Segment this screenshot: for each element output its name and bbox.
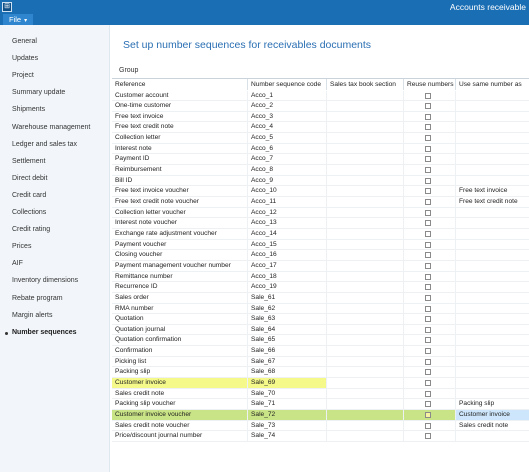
reuse-numbers-cell	[404, 133, 456, 143]
use-same-number-as-cell[interactable]	[456, 304, 529, 314]
sales-tax-book-section-cell[interactable]	[327, 335, 404, 345]
number-sequence-code-cell[interactable]: Acco_16	[248, 250, 327, 260]
sidebar-item[interactable]: Credit rating	[12, 226, 51, 234]
reuse-numbers-cell	[404, 122, 456, 132]
menu-bar	[0, 14, 529, 25]
sales-tax-book-section-cell[interactable]	[327, 346, 404, 356]
sidebar-item[interactable]: Settlement	[12, 157, 46, 165]
sidebar-item[interactable]: Ledger and sales tax	[12, 140, 77, 148]
reference-cell[interactable]: Free text invoice	[112, 112, 248, 122]
number-sequence-code-cell[interactable]: Sale_64	[248, 325, 327, 335]
table-row[interactable]	[112, 410, 529, 421]
number-sequence-code-cell[interactable]: Acco_5	[248, 133, 327, 143]
number-sequence-code-cell[interactable]: Acco_12	[248, 208, 327, 218]
table-row[interactable]	[112, 186, 529, 197]
reference-cell[interactable]: Customer invoice voucher	[112, 410, 248, 420]
use-same-number-as-cell[interactable]	[456, 367, 529, 377]
reuse-numbers-cell	[404, 272, 456, 282]
number-sequence-code-cell[interactable]: Acco_18	[248, 272, 327, 282]
number-sequence-code-cell[interactable]: Sale_65	[248, 335, 327, 345]
table-row[interactable]	[112, 282, 529, 293]
sales-tax-book-section-cell[interactable]	[327, 304, 404, 314]
reuse-numbers-checkbox[interactable]	[425, 284, 431, 290]
number-sequence-code-cell[interactable]: Acco_15	[248, 240, 327, 250]
reuse-numbers-checkbox[interactable]	[425, 156, 431, 162]
sales-tax-book-section-cell[interactable]	[327, 431, 404, 441]
use-same-number-as-cell[interactable]	[456, 218, 529, 228]
reuse-numbers-cell	[404, 325, 456, 335]
number-sequence-code-cell[interactable]: Acco_19	[248, 282, 327, 292]
table-row[interactable]	[112, 346, 529, 357]
sales-tax-book-section-cell[interactable]	[327, 421, 404, 431]
chevron-down-icon: ▾	[24, 18, 28, 24]
reuse-numbers-checkbox[interactable]	[425, 359, 431, 365]
reference-cell[interactable]: RMA number	[112, 304, 248, 314]
reference-cell[interactable]: Sales credit note voucher	[112, 421, 248, 431]
sidebar-item[interactable]: Shipments	[12, 106, 46, 114]
table-row[interactable]	[112, 335, 529, 346]
reuse-numbers-checkbox[interactable]	[425, 93, 431, 99]
page-title: Set up number sequences for receivables documents	[123, 39, 372, 51]
number-sequence-code-cell[interactable]: Sale_73	[248, 421, 327, 431]
reference-cell[interactable]: One-time customer	[112, 101, 248, 111]
reuse-numbers-cell	[404, 165, 456, 175]
use-same-number-as-cell[interactable]	[456, 357, 529, 367]
table-row[interactable]	[112, 122, 529, 133]
reuse-numbers-checkbox[interactable]	[425, 337, 431, 343]
number-sequence-code-cell[interactable]: Sale_69	[248, 378, 327, 388]
reuse-numbers-cell	[404, 144, 456, 154]
reuse-numbers-cell	[404, 101, 456, 111]
sales-tax-book-section-cell[interactable]	[327, 410, 404, 420]
reference-cell[interactable]: Confirmation	[112, 346, 248, 356]
number-sequence-code-cell[interactable]: Acco_1	[248, 91, 327, 101]
use-same-number-as-cell[interactable]	[456, 250, 529, 260]
number-sequence-code-cell[interactable]: Sale_63	[248, 314, 327, 324]
reuse-numbers-checkbox[interactable]	[425, 252, 431, 258]
reuse-numbers-checkbox[interactable]	[425, 423, 431, 429]
reference-cell[interactable]: Free text credit note voucher	[112, 197, 248, 207]
reference-cell[interactable]: Interest note	[112, 144, 248, 154]
use-same-number-as-cell[interactable]	[456, 101, 529, 111]
table-row[interactable]	[112, 431, 529, 442]
use-same-number-as-cell[interactable]	[456, 122, 529, 132]
reuse-numbers-cell	[404, 357, 456, 367]
use-same-number-as-cell[interactable]	[456, 154, 529, 164]
use-same-number-as-cell[interactable]	[456, 240, 529, 250]
number-sequence-code-cell[interactable]: Acco_11	[248, 197, 327, 207]
table-row[interactable]	[112, 218, 529, 229]
reuse-numbers-checkbox[interactable]	[425, 178, 431, 184]
sales-tax-book-section-cell[interactable]	[327, 325, 404, 335]
table-row[interactable]	[112, 176, 529, 187]
sales-tax-book-section-cell[interactable]	[327, 240, 404, 250]
sidebar-item[interactable]: Rebate program	[12, 294, 63, 302]
reference-cell[interactable]: Picking list	[112, 357, 248, 367]
reuse-numbers-cell	[404, 282, 456, 292]
reuse-numbers-checkbox[interactable]	[425, 242, 431, 248]
reuse-numbers-cell	[404, 218, 456, 228]
reference-cell[interactable]: Free text credit note	[112, 122, 248, 132]
reference-cell[interactable]: Quotation	[112, 314, 248, 324]
table-row[interactable]	[112, 304, 529, 315]
table-row[interactable]	[112, 272, 529, 283]
table-row[interactable]	[112, 197, 529, 208]
sales-tax-book-section-cell[interactable]	[327, 176, 404, 186]
number-sequence-code-cell[interactable]: Acco_3	[248, 112, 327, 122]
reuse-numbers-cell	[404, 208, 456, 218]
sales-tax-book-section-cell[interactable]	[327, 133, 404, 143]
table-row[interactable]	[112, 314, 529, 325]
number-sequence-code-cell[interactable]: Acco_8	[248, 165, 327, 175]
reuse-numbers-checkbox[interactable]	[425, 369, 431, 375]
number-sequence-code-cell[interactable]: Sale_71	[248, 399, 327, 409]
reference-cell[interactable]: Customer account	[112, 91, 248, 101]
table-row[interactable]	[112, 154, 529, 165]
reuse-numbers-cell	[404, 229, 456, 239]
table-row[interactable]	[112, 112, 529, 123]
reuse-numbers-checkbox[interactable]	[425, 412, 431, 418]
sidebar-item[interactable]: Margin alerts	[12, 311, 53, 319]
table-row[interactable]	[112, 325, 529, 336]
table-row[interactable]	[112, 133, 529, 144]
reuse-numbers-cell	[404, 112, 456, 122]
reuse-numbers-checkbox[interactable]	[425, 348, 431, 354]
use-same-number-as-cell[interactable]	[456, 431, 529, 441]
table-row[interactable]	[112, 240, 529, 251]
reference-cell[interactable]: Bill ID	[112, 176, 248, 186]
reference-cell[interactable]: Packing slip voucher	[112, 399, 248, 409]
number-sequence-code-cell[interactable]: Acco_14	[248, 229, 327, 239]
use-same-number-as-cell[interactable]	[456, 272, 529, 282]
column-header-use-same-number-as[interactable]: Use same number as	[459, 81, 522, 88]
sidebar-item[interactable]: Credit card	[12, 191, 47, 199]
use-same-number-as-cell[interactable]	[456, 208, 529, 218]
reuse-numbers-cell	[404, 186, 456, 196]
reference-cell[interactable]: Collection letter voucher	[112, 208, 248, 218]
table-row[interactable]	[112, 250, 529, 261]
table-row[interactable]	[112, 378, 529, 389]
reuse-numbers-cell	[404, 240, 456, 250]
use-same-number-as-cell[interactable]	[456, 335, 529, 345]
sidebar-item[interactable]: Prices	[12, 243, 32, 251]
sidebar-item[interactable]: Inventory dimensions	[12, 277, 79, 285]
number-sequence-code-cell[interactable]: Sale_74	[248, 431, 327, 441]
sales-tax-book-section-cell[interactable]	[327, 378, 404, 388]
reference-cell[interactable]: Interest note voucher	[112, 218, 248, 228]
reuse-numbers-cell	[404, 176, 456, 186]
use-same-number-as-cell[interactable]	[456, 389, 529, 399]
reference-cell[interactable]: Closing voucher	[112, 250, 248, 260]
table-row[interactable]	[112, 367, 529, 378]
sidebar-item[interactable]: Collections	[12, 209, 47, 216]
reuse-numbers-checkbox[interactable]	[425, 263, 431, 269]
reuse-numbers-checkbox[interactable]	[425, 433, 431, 439]
number-sequence-code-cell[interactable]: Acco_13	[248, 218, 327, 228]
reuse-numbers-cell	[404, 421, 456, 431]
reference-cell[interactable]: Packing slip	[112, 367, 248, 377]
table-row[interactable]	[112, 91, 529, 102]
table-row[interactable]	[112, 357, 529, 368]
use-same-number-as-cell[interactable]	[456, 229, 529, 239]
reuse-numbers-checkbox[interactable]	[425, 295, 431, 301]
reuse-numbers-cell	[404, 378, 456, 388]
table-row[interactable]	[112, 389, 529, 400]
column-header-reuse-numbers[interactable]: Reuse numbers	[404, 79, 456, 90]
reference-cell[interactable]: Payment voucher	[112, 240, 248, 250]
sales-tax-book-section-cell[interactable]	[327, 293, 404, 303]
column-header-sales-tax-book-section[interactable]: Sales tax book section	[327, 79, 404, 90]
number-sequence-code-cell[interactable]: Acco_9	[248, 176, 327, 186]
sidebar-item[interactable]: Direct debit	[12, 174, 48, 182]
sales-tax-book-section-cell[interactable]	[327, 367, 404, 377]
number-sequence-code-cell[interactable]: Sale_66	[248, 346, 327, 356]
number-sequence-code-cell[interactable]: Sale_62	[248, 304, 327, 314]
use-same-number-as-cell[interactable]	[456, 176, 529, 186]
number-sequence-grid	[112, 78, 529, 440]
file-menu-button[interactable]	[3, 14, 33, 25]
sales-tax-book-section-cell[interactable]	[327, 91, 404, 101]
sales-tax-book-section-cell[interactable]	[327, 389, 404, 399]
reuse-numbers-checkbox[interactable]	[425, 210, 431, 216]
reuse-numbers-checkbox[interactable]	[425, 306, 431, 312]
number-sequence-code-cell[interactable]: Acco_10	[248, 186, 327, 196]
sales-tax-book-section-cell[interactable]	[327, 218, 404, 228]
number-sequence-code-cell[interactable]: Sale_61	[248, 293, 327, 303]
use-same-number-as-cell[interactable]: Packing slip	[456, 399, 529, 409]
sidebar-item[interactable]: General	[12, 38, 37, 45]
reuse-numbers-cell	[404, 314, 456, 324]
table-row[interactable]	[112, 208, 529, 219]
use-same-number-as-cell[interactable]	[456, 144, 529, 154]
reuse-numbers-checkbox[interactable]	[425, 274, 431, 280]
reuse-numbers-checkbox[interactable]	[425, 316, 431, 322]
reuse-numbers-cell	[404, 250, 456, 260]
sales-tax-book-section-cell[interactable]	[327, 197, 404, 207]
reuse-numbers-checkbox[interactable]	[425, 327, 431, 333]
sales-tax-book-section-cell[interactable]	[327, 399, 404, 409]
reuse-numbers-checkbox[interactable]	[425, 146, 431, 152]
reference-cell[interactable]: Collection letter	[112, 133, 248, 143]
sidebar	[0, 25, 110, 472]
number-sequence-code-cell[interactable]: Sale_67	[248, 357, 327, 367]
reuse-numbers-checkbox[interactable]	[425, 103, 431, 109]
number-sequence-code-cell[interactable]: Acco_7	[248, 154, 327, 164]
reuse-numbers-checkbox[interactable]	[425, 391, 431, 397]
sales-tax-book-section-cell[interactable]	[327, 144, 404, 154]
window-title: Accounts receivable	[449, 2, 526, 12]
use-same-number-as-cell[interactable]: Free text invoice	[456, 186, 529, 196]
reuse-numbers-cell	[404, 154, 456, 164]
reuse-numbers-checkbox[interactable]	[425, 124, 431, 130]
app-icon[interactable]: ⊞	[2, 2, 12, 12]
number-sequence-code-cell[interactable]: Sale_72	[248, 410, 327, 420]
use-same-number-as-cell[interactable]: Customer invoice	[456, 410, 529, 420]
reference-cell[interactable]: Sales order	[112, 293, 248, 303]
use-same-number-as-cell[interactable]	[456, 91, 529, 101]
sales-tax-book-section-cell[interactable]	[327, 282, 404, 292]
use-same-number-as-cell[interactable]	[456, 261, 529, 271]
sidebar-item[interactable]: Summary update	[12, 89, 66, 97]
sidebar-item[interactable]: Updates	[12, 55, 39, 63]
column-header-reference[interactable]: Reference	[112, 79, 248, 90]
reference-cell[interactable]: Remittance number	[112, 272, 248, 282]
reuse-numbers-checkbox[interactable]	[425, 188, 431, 194]
file-menu-label: File	[9, 15, 22, 24]
use-same-number-as-cell[interactable]	[456, 165, 529, 175]
sales-tax-book-section-cell[interactable]	[327, 122, 404, 132]
table-row[interactable]	[112, 399, 529, 410]
reference-cell[interactable]: Reimbursement	[112, 165, 248, 175]
table-row[interactable]	[112, 293, 529, 304]
reference-cell[interactable]: Quotation journal	[112, 325, 248, 335]
number-sequence-code-cell[interactable]: Acco_6	[248, 144, 327, 154]
table-row[interactable]	[112, 165, 529, 176]
use-same-number-as-cell[interactable]	[456, 346, 529, 356]
sidebar-item[interactable]: Project	[12, 72, 34, 80]
reuse-numbers-checkbox[interactable]	[425, 380, 431, 386]
table-row[interactable]	[112, 229, 529, 240]
table-row[interactable]	[112, 421, 529, 432]
use-same-number-as-cell[interactable]	[456, 112, 529, 122]
use-same-number-as-cell[interactable]	[456, 293, 529, 303]
reference-cell[interactable]: Customer invoice	[112, 378, 248, 388]
reference-cell[interactable]: Recurrence ID	[112, 282, 248, 292]
sales-tax-book-section-cell[interactable]	[327, 261, 404, 271]
sales-tax-book-section-cell[interactable]	[327, 272, 404, 282]
reference-cell[interactable]: Price/discount journal number	[112, 431, 248, 441]
use-same-number-as-cell[interactable]	[456, 325, 529, 335]
column-header-number-sequence-code[interactable]: Number sequence code	[248, 79, 327, 90]
reference-cell[interactable]: Payment management voucher number	[112, 261, 248, 271]
reuse-numbers-cell	[404, 293, 456, 303]
sales-tax-book-section-cell[interactable]	[327, 208, 404, 218]
reference-cell[interactable]: Free text invoice voucher	[112, 186, 248, 196]
reference-cell[interactable]: Exchange rate adjustment voucher	[112, 229, 248, 239]
reuse-numbers-cell	[404, 261, 456, 271]
sales-tax-book-section-cell[interactable]	[327, 229, 404, 239]
number-sequence-code-cell[interactable]: Sale_68	[248, 367, 327, 377]
reuse-numbers-checkbox[interactable]	[425, 135, 431, 141]
use-same-number-as-cell[interactable]	[456, 282, 529, 292]
reuse-numbers-checkbox[interactable]	[425, 167, 431, 173]
reuse-numbers-cell	[404, 399, 456, 409]
table-row[interactable]	[112, 101, 529, 112]
sidebar-item[interactable]: Number sequences	[12, 328, 77, 336]
reuse-numbers-cell	[404, 91, 456, 101]
reuse-numbers-checkbox[interactable]	[425, 114, 431, 120]
reuse-numbers-checkbox[interactable]	[425, 220, 431, 226]
reuse-numbers-cell	[404, 197, 456, 207]
reference-cell[interactable]: Quotation confirmation	[112, 335, 248, 345]
number-sequence-code-cell[interactable]: Acco_17	[248, 261, 327, 271]
active-bullet-icon	[5, 332, 8, 335]
number-sequence-code-cell[interactable]: Sale_70	[248, 389, 327, 399]
sales-tax-book-section-cell[interactable]	[327, 165, 404, 175]
sales-tax-book-section-cell[interactable]	[327, 357, 404, 367]
number-sequence-code-cell[interactable]: Acco_4	[248, 122, 327, 132]
reuse-numbers-cell	[404, 304, 456, 314]
sales-tax-book-section-cell[interactable]	[327, 250, 404, 260]
use-same-number-as-cell[interactable]	[456, 378, 529, 388]
table-row[interactable]	[112, 144, 529, 155]
reference-cell[interactable]: Payment ID	[112, 154, 248, 164]
sidebar-item[interactable]: AIF	[12, 260, 23, 268]
group-label: Group	[119, 67, 139, 74]
use-same-number-as-cell[interactable]: Free text credit note	[456, 197, 529, 207]
sales-tax-book-section-cell[interactable]	[327, 112, 404, 122]
reuse-numbers-cell	[404, 389, 456, 399]
reuse-numbers-cell	[404, 410, 456, 420]
use-same-number-as-cell[interactable]	[456, 133, 529, 143]
reuse-numbers-cell	[404, 431, 456, 441]
reuse-numbers-cell	[404, 367, 456, 377]
sales-tax-book-section-cell[interactable]	[327, 101, 404, 111]
sales-tax-book-section-cell[interactable]	[327, 186, 404, 196]
reference-cell[interactable]: Sales credit note	[112, 389, 248, 399]
use-same-number-as-cell[interactable]: Sales credit note	[456, 421, 529, 431]
sales-tax-book-section-cell[interactable]	[327, 314, 404, 324]
title-bar	[0, 0, 529, 14]
sidebar-item[interactable]: Warehouse management	[12, 123, 91, 131]
reuse-numbers-cell	[404, 346, 456, 356]
reuse-numbers-checkbox[interactable]	[425, 199, 431, 205]
table-row[interactable]	[112, 261, 529, 272]
number-sequence-code-cell[interactable]: Acco_2	[248, 101, 327, 111]
sales-tax-book-section-cell[interactable]	[327, 154, 404, 164]
use-same-number-as-cell[interactable]	[456, 314, 529, 324]
reuse-numbers-cell	[404, 335, 456, 345]
reuse-numbers-checkbox[interactable]	[425, 231, 431, 237]
reuse-numbers-checkbox[interactable]	[425, 401, 431, 407]
